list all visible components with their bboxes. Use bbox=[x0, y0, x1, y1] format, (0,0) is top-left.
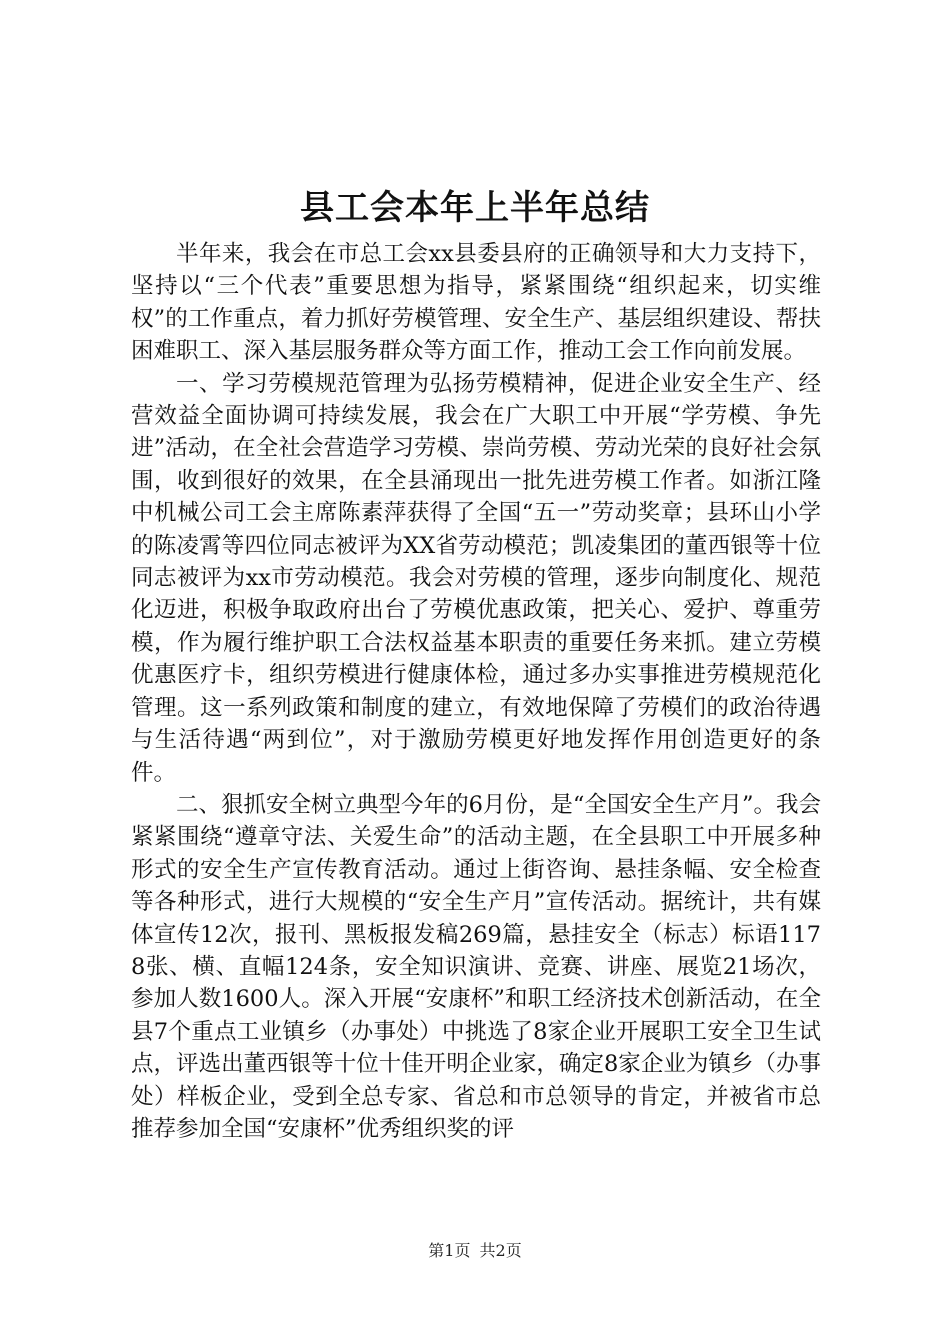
document-body bbox=[131, 238, 821, 1145]
page-number-total: 共2页 bbox=[479, 1241, 522, 1260]
page-footer bbox=[0, 1240, 950, 1262]
paragraph-intro: 半年来，我会在市总工会xx县委县府的正确领导和大力支持下，坚持以“三个代表”重要思想为指导，紧紧围绕“组织起来，切实维权”的工作重点，着力抓好劳模管理、安全生产、基层组织建设、帮扶困难职工、深入基层服务群众等方面工作，推动工会工作向前发展。 bbox=[131, 241, 821, 365]
paragraph-model-workers: 一、学习劳模规范管理为弘扬劳模精神，促进企业安全生产、经营效益全面协调可持续发展，我会在广大职工中开展“学劳模、争先进”活动，在全社会营造学习劳模、崇尚劳模、劳动光荣的良好社会氛围，收到很好的效果，在全县涌现出一批先进劳模工作者。如浙江隆中机械公司工会主席陈素萍获得了全国“五一”劳动奖章；县环山小学的陈凌霄等四位同志被评为XX省劳动模范；凯凌集团的董西银等十位同志被评为xx市劳动模范。我会对劳模的管理，逐步向制度化、规范化迈进，积极争取政府出台了劳模优惠政策，把关心、爱护、尊重劳模，作为履行维护职工合法权益基本职责的重要任务来抓。建立劳模优惠医疗卡，组织劳模进行健康体检，通过多办实事推进劳模规范化管理。这一系列政策和制度的建立，有效地保障了劳模们的政治待遇与生活待遇“两到位”，对于激励劳模更好地发挥作用创造更好的条件。 bbox=[131, 370, 821, 786]
page-number-current: 第1页 bbox=[428, 1241, 471, 1260]
document-title: 县工会本年上半年总结 bbox=[300, 188, 650, 228]
paragraph-safety: 二、狠抓安全树立典型今年的6月份，是“全国安全生产月”。我会紧紧围绕“遵章守法、关爱生命”的活动主题，在全县职工中开展多种形式的安全生产宣传教育活动。通过上街咨询、悬挂条幅、安全检查等各种形式，进行大规模的“安全生产月”宣传活动。据统计，共有媒体宣传12次，报刊、黑板报发稿269篇，悬挂安全（标志）标语1178张、横、直幅124条，安全知识演讲、竞赛、讲座、展览21场次，参加人数1600人。深入开展“安康杯”和职工经济技术创新活动，在全县7个重点工业镇乡（办事处）中挑选了8家企业开展职工安全卫生试点，评选出董西银等十位十佳开明企业家，确定8家企业为镇乡（办事处）样板企业，受到全总专家、省总和市总领导的肯定，并被省市总推荐参加全国“安康杯”优秀组织奖的评 bbox=[131, 791, 821, 1142]
